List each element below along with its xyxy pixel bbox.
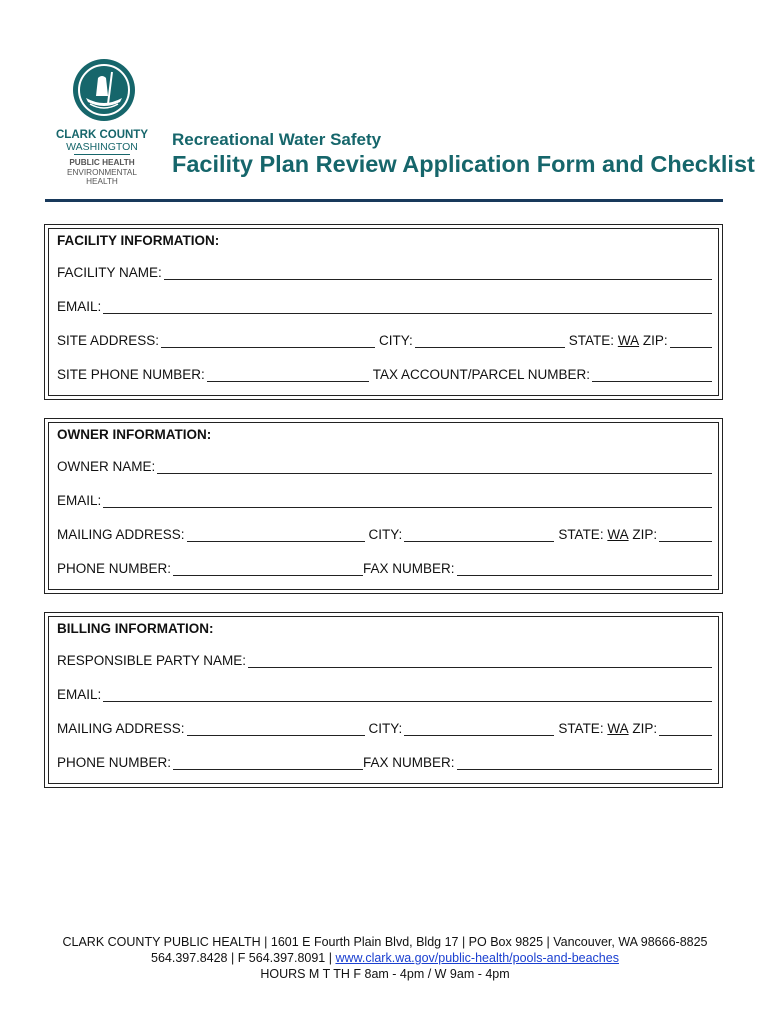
owner-state-label: STATE:	[558, 527, 604, 542]
facility-zip-field[interactable]	[670, 333, 712, 348]
billing-email-label: EMAIL:	[57, 687, 102, 702]
billing-fax-field[interactable]	[457, 755, 712, 770]
owner-name-field[interactable]	[157, 459, 712, 474]
billing-city-label: CITY:	[368, 721, 403, 736]
facility-zip-label: ZIP:	[642, 333, 668, 348]
billing-name-row	[57, 650, 712, 668]
owner-name-label: OWNER NAME:	[57, 459, 156, 474]
owner-phone-field[interactable]	[173, 561, 363, 576]
facility-email-label: EMAIL:	[57, 299, 102, 314]
facility-city-label: CITY:	[379, 333, 413, 348]
owner-phone-label: PHONE NUMBER:	[57, 561, 172, 576]
owner-city-field[interactable]	[404, 527, 554, 542]
tax-account-field[interactable]	[592, 367, 712, 382]
billing-zip-label: ZIP:	[632, 721, 658, 736]
billing-mailing-field[interactable]	[187, 721, 365, 736]
owner-name-row	[57, 456, 712, 474]
billing-section	[44, 612, 723, 788]
facility-state-label: STATE:	[568, 333, 615, 348]
page-title: Facility Plan Review Application Form and Checklist	[172, 151, 755, 177]
page-kicker: Recreational Water Safety	[172, 130, 382, 149]
site-address-field[interactable]	[161, 333, 375, 348]
facility-heading: FACILITY INFORMATION:	[57, 233, 220, 248]
facility-address-row	[57, 330, 712, 348]
footer-contact-line	[0, 950, 770, 966]
billing-phone-label: PHONE NUMBER:	[57, 755, 172, 770]
billing-city-field[interactable]	[404, 721, 554, 736]
owner-fax-field[interactable]	[457, 561, 712, 576]
facility-state-value: WA	[617, 333, 640, 348]
facility-phone-row	[57, 364, 712, 382]
owner-heading: OWNER INFORMATION:	[57, 427, 212, 442]
org-dept-environmental: ENVIRONMENTAL HEALTH	[67, 167, 137, 186]
facility-name-label: FACILITY NAME:	[57, 265, 162, 280]
tax-account-label: TAX ACCOUNT/PARCEL NUMBER:	[372, 367, 591, 382]
site-address-label: SITE ADDRESS:	[57, 333, 160, 348]
facility-name-row	[57, 262, 712, 280]
billing-address-row	[57, 718, 712, 736]
responsible-party-label: RESPONSIBLE PARTY NAME:	[57, 653, 247, 668]
owner-state-value: WA	[607, 527, 629, 542]
owner-mailing-field[interactable]	[187, 527, 365, 542]
facility-city-field[interactable]	[415, 333, 565, 348]
owner-email-field[interactable]	[103, 493, 712, 508]
billing-phone-row	[57, 752, 712, 770]
facility-email-row	[57, 296, 712, 314]
billing-mailing-label: MAILING ADDRESS:	[57, 721, 185, 736]
billing-email-field[interactable]	[103, 687, 712, 702]
footer-address: CLARK COUNTY PUBLIC HEALTH | 1601 E Fourth Plain Blvd, Bldg 17 | PO Box 9825 | Vancouver, WA 98666-8825	[62, 935, 708, 949]
org-state: WASHINGTON	[66, 141, 138, 153]
header-divider	[45, 199, 723, 202]
website-link[interactable]: www.clark.wa.gov/public-health/pools-and-beaches	[335, 951, 619, 965]
billing-heading: BILLING INFORMATION:	[57, 621, 214, 636]
facility-email-field[interactable]	[103, 299, 712, 314]
owner-address-row	[57, 524, 712, 542]
site-phone-label: SITE PHONE NUMBER:	[57, 367, 205, 382]
org-county: CLARK COUNTY	[56, 129, 148, 141]
owner-phone-row	[57, 558, 712, 576]
facility-name-field[interactable]	[164, 265, 712, 280]
owner-mailing-label: MAILING ADDRESS:	[57, 527, 185, 542]
owner-zip-label: ZIP:	[632, 527, 658, 542]
logo-divider	[74, 154, 130, 155]
billing-phone-field[interactable]	[173, 755, 363, 770]
billing-zip-field[interactable]	[659, 721, 712, 736]
owner-zip-field[interactable]	[659, 527, 712, 542]
billing-fax-label: FAX NUMBER:	[363, 755, 455, 770]
footer-hours: HOURS M T TH F 8am - 4pm / W 9am - 4pm	[260, 967, 510, 981]
site-phone-field[interactable]	[207, 367, 369, 382]
billing-email-row	[57, 684, 712, 702]
owner-email-row	[57, 490, 712, 508]
footer-phones: 564.397.8428 | F 564.397.8091 |	[151, 951, 336, 965]
billing-state-label: STATE:	[558, 721, 604, 736]
owner-section	[44, 418, 723, 594]
owner-email-label: EMAIL:	[57, 493, 102, 508]
county-seal-icon	[72, 58, 136, 122]
facility-section	[44, 224, 723, 400]
responsible-party-field[interactable]	[248, 653, 712, 668]
owner-city-label: CITY:	[368, 527, 403, 542]
billing-state-value: WA	[607, 721, 629, 736]
page-footer	[0, 934, 770, 982]
org-dept-public-health: PUBLIC HEALTH	[69, 158, 135, 167]
owner-fax-label: FAX NUMBER:	[363, 561, 455, 576]
